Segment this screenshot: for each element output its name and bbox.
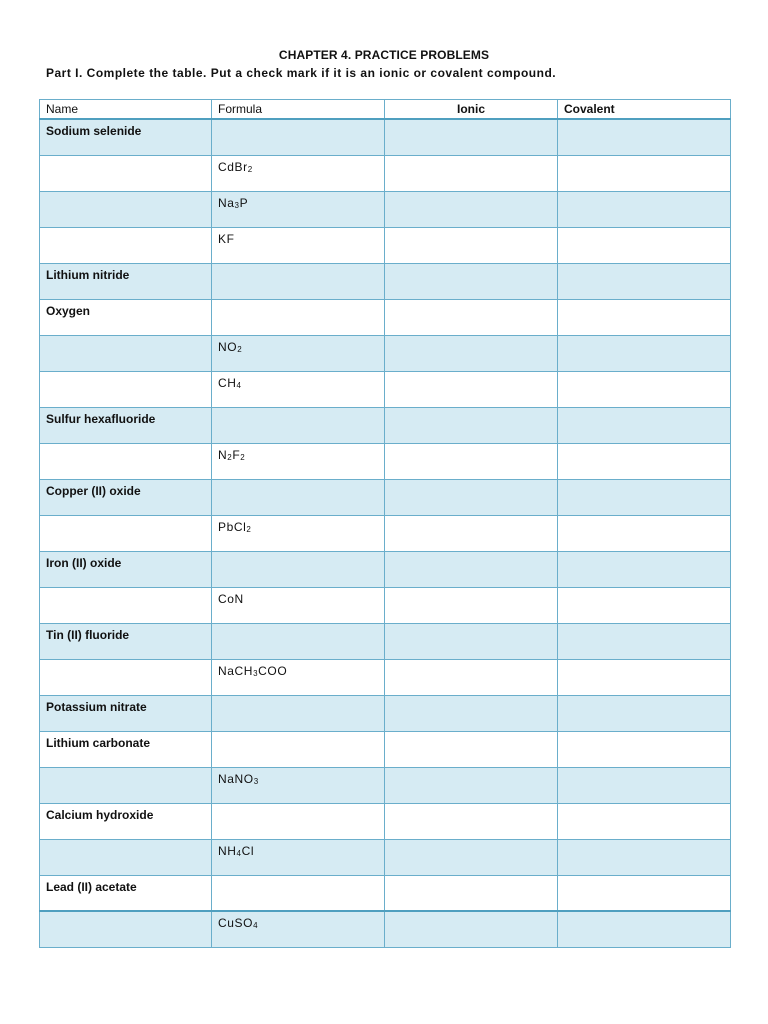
ionic-check-cell[interactable] xyxy=(385,371,558,407)
formula-subscript: 4 xyxy=(253,921,259,930)
ionic-check-cell[interactable] xyxy=(385,731,558,767)
compound-name-cell[interactable] xyxy=(40,335,212,371)
formula-cell[interactable] xyxy=(212,695,385,731)
compound-name-cell[interactable] xyxy=(40,191,212,227)
formula-cell xyxy=(212,443,385,479)
formula-text: P xyxy=(239,195,249,210)
covalent-check-cell[interactable] xyxy=(558,731,731,767)
instructions-text: Part I. Complete the table. Put a check mark if it is an ionic or covalent compound. xyxy=(46,66,557,80)
ionic-check-cell[interactable] xyxy=(385,335,558,371)
table-row xyxy=(40,587,731,623)
covalent-check-cell[interactable] xyxy=(558,407,731,443)
formula-cell xyxy=(212,335,385,371)
covalent-check-cell[interactable] xyxy=(558,911,731,947)
formula-subscript: 3 xyxy=(253,776,259,786)
table-body xyxy=(40,119,731,947)
table-row xyxy=(40,731,731,767)
compound-name-cell: Copper (II) oxide xyxy=(40,479,212,515)
formula-cell xyxy=(212,587,385,623)
table-row xyxy=(40,227,731,263)
covalent-check-cell[interactable] xyxy=(558,443,731,479)
formula-cell[interactable] xyxy=(212,551,385,587)
compound-name-cell: Lithium carbonate xyxy=(40,731,212,767)
covalent-check-cell[interactable] xyxy=(558,659,731,695)
formula-cell[interactable] xyxy=(212,803,385,839)
formula-subscript: 2 xyxy=(237,344,243,354)
compound-name-cell[interactable] xyxy=(40,839,212,875)
formula-text: COO xyxy=(258,663,288,678)
formula-subscript: 2 xyxy=(246,524,252,534)
covalent-check-cell[interactable] xyxy=(558,371,731,407)
formula-subscript: 4 xyxy=(236,380,242,390)
formula-cell xyxy=(212,839,385,875)
ionic-check-cell[interactable] xyxy=(385,299,558,335)
header-covalent: Covalent xyxy=(558,100,731,120)
ionic-check-cell[interactable] xyxy=(385,551,558,587)
formula-text: N xyxy=(218,447,228,462)
formula-cell xyxy=(212,911,385,947)
formula-cell[interactable] xyxy=(212,623,385,659)
covalent-check-cell[interactable] xyxy=(558,119,731,155)
table-row xyxy=(40,803,731,839)
formula-cell xyxy=(212,227,385,263)
compound-name-cell[interactable] xyxy=(40,659,212,695)
table-header-row xyxy=(40,100,731,120)
table-row xyxy=(40,839,731,875)
page-title: CHAPTER 4. PRACTICE PROBLEMS xyxy=(278,48,490,62)
table-row xyxy=(40,119,731,155)
compound-name-cell: Calcium hydroxide xyxy=(40,803,212,839)
formula-cell[interactable] xyxy=(212,299,385,335)
compound-name-cell: Potassium nitrate xyxy=(40,695,212,731)
header-ionic: Ionic xyxy=(385,100,558,120)
formula-text: Cl xyxy=(241,843,255,858)
compound-name-cell: Iron (II) oxide xyxy=(40,551,212,587)
ionic-check-cell[interactable] xyxy=(385,155,558,191)
table-row xyxy=(40,191,731,227)
formula-text: KF xyxy=(218,231,235,246)
formula-text: NO xyxy=(218,339,238,354)
ionic-check-cell[interactable] xyxy=(385,623,558,659)
covalent-check-cell[interactable] xyxy=(558,515,731,551)
ionic-check-cell[interactable] xyxy=(385,515,558,551)
formula-cell xyxy=(212,659,385,695)
covalent-check-cell[interactable] xyxy=(558,227,731,263)
formula-cell[interactable] xyxy=(212,731,385,767)
table-row xyxy=(40,299,731,335)
formula-text: NaNO xyxy=(218,771,254,786)
ionic-check-cell[interactable] xyxy=(385,911,558,947)
table-row xyxy=(40,515,731,551)
compound-name-cell: Sulfur hexafluoride xyxy=(40,407,212,443)
table-row xyxy=(40,659,731,695)
ionic-check-cell[interactable] xyxy=(385,263,558,299)
compound-name-cell: Lead (II) acetate xyxy=(40,875,212,911)
formula-subscript: 2 xyxy=(227,452,233,462)
covalent-check-cell[interactable] xyxy=(558,335,731,371)
compound-name-cell[interactable] xyxy=(40,587,212,623)
compound-name-cell[interactable] xyxy=(40,443,212,479)
formula-cell xyxy=(212,191,385,227)
table-row xyxy=(40,875,731,911)
ionic-check-cell[interactable] xyxy=(385,407,558,443)
compound-name-cell: Lithium nitride xyxy=(40,263,212,299)
ionic-check-cell[interactable] xyxy=(385,587,558,623)
compound-name-cell[interactable] xyxy=(40,371,212,407)
covalent-check-cell[interactable] xyxy=(558,623,731,659)
header-name: Name xyxy=(40,100,212,120)
ionic-check-cell[interactable] xyxy=(385,875,558,911)
table-row xyxy=(40,695,731,731)
compound-table xyxy=(39,99,731,948)
compound-name-cell[interactable] xyxy=(40,911,212,947)
compound-name-cell[interactable] xyxy=(40,515,212,551)
table-row xyxy=(40,335,731,371)
header-formula: Formula xyxy=(212,100,385,120)
table-row xyxy=(40,263,731,299)
covalent-check-cell[interactable] xyxy=(558,191,731,227)
compound-name-cell: Sodium selenide xyxy=(40,119,212,155)
ionic-check-cell[interactable] xyxy=(385,119,558,155)
compound-name-cell: Oxygen xyxy=(40,299,212,335)
formula-text: CdBr xyxy=(218,159,248,174)
formula-subscript: 4 xyxy=(236,848,242,858)
formula-text: NaCH xyxy=(218,663,254,678)
ionic-check-cell[interactable] xyxy=(385,659,558,695)
formula-text: CH xyxy=(218,375,237,390)
table-row xyxy=(40,623,731,659)
formula-cell xyxy=(212,515,385,551)
covalent-check-cell[interactable] xyxy=(558,479,731,515)
compound-name-cell[interactable] xyxy=(40,227,212,263)
table-row xyxy=(40,371,731,407)
ionic-check-cell[interactable] xyxy=(385,803,558,839)
formula-cell[interactable] xyxy=(212,479,385,515)
compound-name-cell[interactable] xyxy=(40,767,212,803)
compound-name-cell[interactable] xyxy=(40,155,212,191)
ionic-check-cell[interactable] xyxy=(385,443,558,479)
formula-subscript: 2 xyxy=(247,164,253,174)
ionic-check-cell[interactable] xyxy=(385,767,558,803)
formula-cell[interactable] xyxy=(212,407,385,443)
covalent-check-cell[interactable] xyxy=(558,839,731,875)
table-row xyxy=(40,479,731,515)
covalent-check-cell[interactable] xyxy=(558,767,731,803)
formula-text: CoN xyxy=(218,591,244,606)
covalent-check-cell[interactable] xyxy=(558,875,731,911)
ionic-check-cell[interactable] xyxy=(385,479,558,515)
formula-text: CuSO xyxy=(218,916,254,930)
formula-subscript: 2 xyxy=(240,452,246,462)
formula-cell xyxy=(212,155,385,191)
table-row xyxy=(40,407,731,443)
formula-cell[interactable] xyxy=(212,263,385,299)
covalent-check-cell[interactable] xyxy=(558,155,731,191)
covalent-check-cell[interactable] xyxy=(558,299,731,335)
formula-text: PbCl xyxy=(218,519,247,534)
covalent-check-cell[interactable] xyxy=(558,551,731,587)
formula-cell xyxy=(212,767,385,803)
formula-cell[interactable] xyxy=(212,119,385,155)
formula-text: Na xyxy=(218,195,235,210)
formula-subscript: 3 xyxy=(234,200,240,210)
formula-subscript: 3 xyxy=(253,668,259,678)
table-row xyxy=(40,155,731,191)
formula-text: F xyxy=(232,447,241,462)
covalent-check-cell[interactable] xyxy=(558,803,731,839)
ionic-check-cell[interactable] xyxy=(385,227,558,263)
covalent-check-cell[interactable] xyxy=(558,263,731,299)
formula-text: NH xyxy=(218,843,237,858)
formula-cell xyxy=(212,371,385,407)
compound-name-cell: Tin (II) fluoride xyxy=(40,623,212,659)
covalent-check-cell[interactable] xyxy=(558,587,731,623)
table-row xyxy=(40,551,731,587)
table-row xyxy=(40,767,731,803)
ionic-check-cell[interactable] xyxy=(385,191,558,227)
formula-cell[interactable] xyxy=(212,875,385,911)
covalent-check-cell[interactable] xyxy=(558,695,731,731)
ionic-check-cell[interactable] xyxy=(385,695,558,731)
ionic-check-cell[interactable] xyxy=(385,839,558,875)
table-row xyxy=(40,911,731,947)
table-row xyxy=(40,443,731,479)
